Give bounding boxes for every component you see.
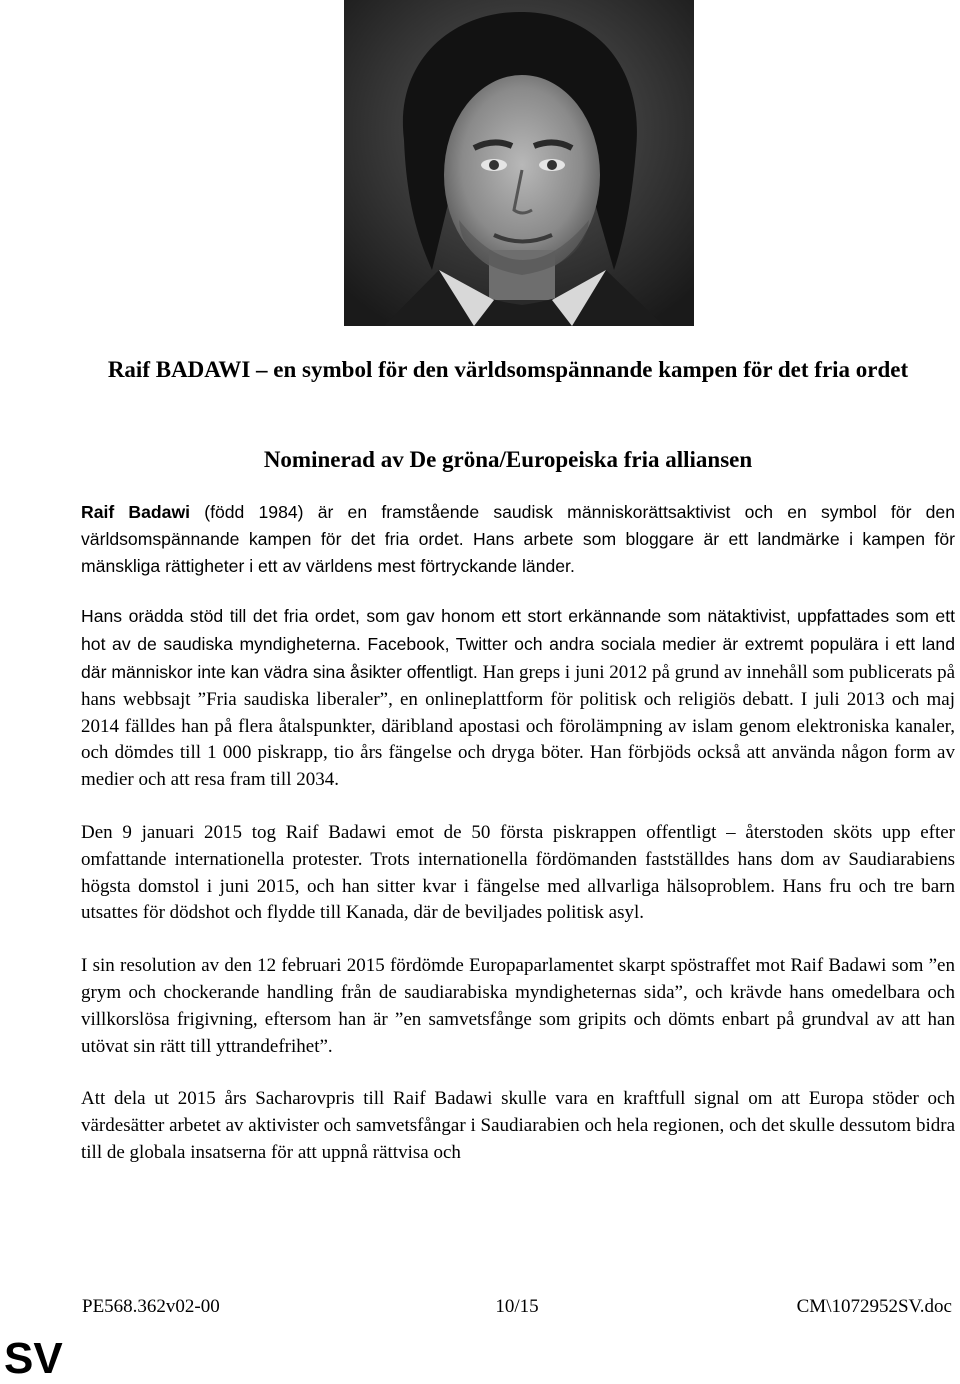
- language-code: SV: [4, 1334, 63, 1383]
- paragraph-resolution: I sin resolution av den 12 februari 2015 fördömde Europaparlamentet skarpt spöstraffet mot Raif Badawi som ”en grym och chockerande handling från de saudiarabiska myndigheternas sida”, och krävde hans omedelbara och villkorslösa frigivning, eftersom han är ”en samvetsfånge som gripits och dömts enbart på grundval av att han utövat sin rätt till yttrandefrihet”.: [81, 955, 955, 1057]
- paragraph-sakharov: Att dela ut 2015 års Sacharovpris till Raif Badawi skulle vara en kraftfull signal om att Europa stöder och värdesätter arbetet av aktivister och samvetsfångar i Saudiarabien och hela regionen, och det skulle dessutom bidra till de globala insatserna för att uppnå rättvisa och: [81, 1088, 955, 1163]
- intro-name: Raif Badawi: [81, 502, 191, 522]
- portrait-photo: [344, 0, 694, 326]
- footer-page-number: 10/15: [495, 1296, 539, 1317]
- document-title: Raif BADAWI – en symbol för den världsomspännande kampen för det fria ordet: [107, 357, 909, 382]
- paragraph-arrest-part2: Han greps i juni 2012 på grund av innehåll som publicerats på hans webbsajt ”Fria saudiska liberaler”, en onlineplattform för politisk och religiös debatt. I juli 2013 och maj 2014 fälldes han på flera åtalspunkter, däribland apostasi och förolämpning av islam genom elektroniska kanaler, och dömdes till 1 000 piskrapp, tio års fängelse och dryga böter. Han förbjöds också att använda någon form av medier och att resa fram till 2034.: [81, 661, 955, 791]
- intro-text: (född 1984) är en framstående saudisk människorättsaktivist och en symbol för den världsomspännande kampen för det fria ordet. Hans arbete som bloggare är ett landmärke i kampen för mänskliga rättigheter i ett av världens mest förtryckande länder.: [81, 502, 955, 576]
- paragraph-arrest-part1: Hans orädda stöd till det fria ordet, som gav honom ett stort erkännande som nätaktivist, uppfattades som ett hot av de saudiska myndigheterna. Facebook, Twitter och andra sociala medier är extremt populära i ett land där människor inte kan vädra sina åsikter offentligt.: [81, 606, 955, 682]
- nomination-subtitle: Nominerad av De gröna/Europeiska fria alliansen: [263, 447, 753, 472]
- paragraph-arrest: [81, 603, 955, 794]
- page-footer: [82, 1294, 952, 1320]
- paragraph-flogging: Den 9 januari 2015 tog Raif Badawi emot de 50 första piskrappen offentligt – återstoden sköts upp efter omfattande internationella protester. Trots internationella fördömanden fastställdes hans dom av Saudiarabiens högsta domstol i juni 2015, och han sitter kvar i fängelse med allvarliga hälsoproblem. Hans fru och tre barn utsattes för dödshot och flydde till Kanada, där de beviljades politisk asyl.: [81, 821, 955, 924]
- intro-paragraph: [81, 499, 955, 579]
- footer-reference: PE568.362v02-00: [82, 1296, 220, 1317]
- portrait-image: [344, 0, 694, 326]
- footer-filename: CM\1072952SV.doc: [796, 1296, 952, 1317]
- document-body: [81, 499, 955, 1193]
